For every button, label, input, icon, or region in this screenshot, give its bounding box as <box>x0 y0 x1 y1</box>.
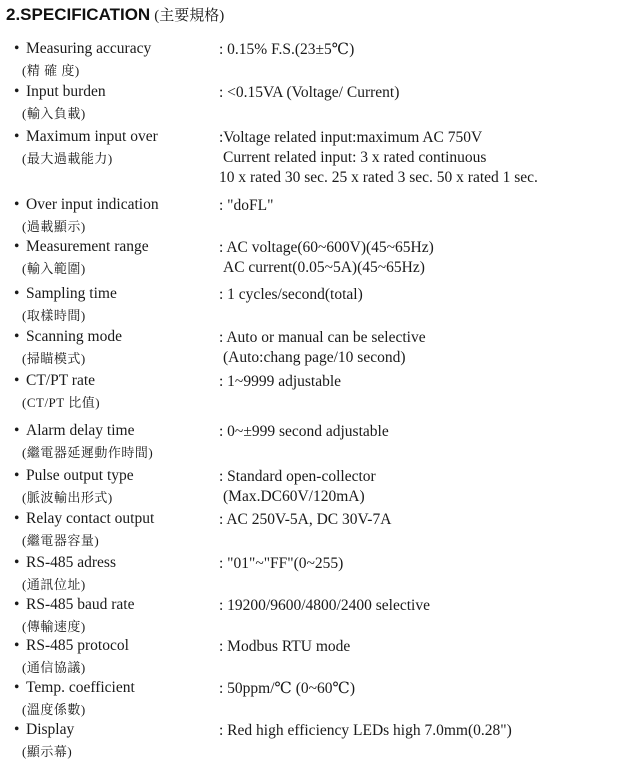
bullet-icon: • <box>14 721 20 738</box>
spec-value-line: :Voltage related input:maximum AC 750V <box>219 129 483 146</box>
spec-label-zh: (通訊位址) <box>22 577 86 592</box>
section-title-zh: (主要規格) <box>154 8 225 24</box>
spec-value-line: : <0.15VA (Voltage/ Current) <box>219 84 400 101</box>
spec-value <box>219 637 350 657</box>
spec-value-line: (Auto:chang page/10 second) <box>223 349 406 366</box>
spec-value-line: : 1 cycles/second(total) <box>219 286 363 303</box>
spec-label-zh: (過載顯示) <box>22 219 86 234</box>
spec-value-line: : 0.15% F.S.(23±5℃) <box>219 41 355 58</box>
spec-value-line: : Red high efficiency LEDs high 7.0mm(0.28") <box>219 722 512 739</box>
spec-value-line: AC current(0.05~5A)(45~65Hz) <box>223 259 425 276</box>
spec-label-en: RS-485 protocol <box>26 637 129 654</box>
spec-label-en: Over input indication <box>26 196 159 213</box>
spec-value-line: Current related input: 3 x rated continuous <box>223 149 487 166</box>
bullet-icon: • <box>14 40 20 57</box>
spec-label-en: Input burden <box>26 83 106 100</box>
bullet-icon: • <box>14 422 20 439</box>
spec-label <box>14 596 134 614</box>
spec-label-zh: (脈波輸出形式) <box>22 490 113 505</box>
spec-label-en: Display <box>26 721 75 738</box>
spec-label-en: RS-485 adress <box>26 554 116 571</box>
spec-label-en: Measurement range <box>26 238 149 255</box>
spec-value <box>219 40 354 60</box>
spec-label-en: Maximum input over <box>26 128 158 145</box>
spec-value <box>219 422 389 442</box>
spec-value <box>219 372 341 392</box>
spec-label-en: Sampling time <box>26 285 117 302</box>
spec-label-zh: (取樣時間) <box>22 308 86 323</box>
spec-label-en: RS-485 baud rate <box>26 596 135 613</box>
spec-label-zh: (溫度係數) <box>22 702 86 717</box>
spec-value-line: 10 x rated 30 sec. 25 x rated 3 sec. 50 x rated 1 sec. <box>219 169 538 186</box>
section-title-en: 2.SPECIFICATION <box>6 5 151 24</box>
spec-label <box>14 679 135 697</box>
spec-value <box>219 510 391 530</box>
spec-label <box>14 637 129 655</box>
spec-label <box>14 554 116 572</box>
section-heading <box>6 4 224 25</box>
spec-label-zh: (繼電器延遲動作時間) <box>22 445 154 460</box>
bullet-icon: • <box>14 128 20 145</box>
spec-label-zh: (CT/PT 比值) <box>22 395 101 410</box>
spec-value <box>219 554 343 574</box>
spec-value <box>219 328 426 368</box>
spec-label <box>14 128 158 146</box>
bullet-icon: • <box>14 637 20 654</box>
spec-label-en: Pulse output type <box>26 467 134 484</box>
bullet-icon: • <box>14 372 20 389</box>
bullet-icon: • <box>14 679 20 696</box>
spec-label-zh: (輸入範圍) <box>22 261 86 276</box>
spec-label-zh: (精 確 度) <box>22 63 80 78</box>
spec-value-line: : 19200/9600/4800/2400 selective <box>219 597 430 614</box>
spec-value-line: (Max.DC60V/120mA) <box>223 488 365 505</box>
spec-value <box>219 285 363 305</box>
spec-label <box>14 196 159 214</box>
spec-label <box>14 510 154 528</box>
spec-label-zh: (輸入負載) <box>22 106 86 121</box>
spec-label-en: Scanning mode <box>26 328 122 345</box>
spec-value <box>219 238 434 278</box>
spec-label-en: Alarm delay time <box>26 422 135 439</box>
spec-value-line: : AC 250V-5A, DC 30V-7A <box>219 511 392 528</box>
spec-value <box>219 467 376 507</box>
cut-off-next-row <box>0 762 635 769</box>
bullet-icon: • <box>14 328 20 345</box>
spec-label-en: CT/PT rate <box>26 372 96 389</box>
spec-label <box>14 721 74 739</box>
spec-value-line: : Standard open-collector <box>219 468 376 485</box>
spec-value-line: : 50ppm/℃ (0~60℃) <box>219 680 356 697</box>
spec-label <box>14 328 122 346</box>
spec-label-zh: (最大過載能力) <box>22 151 113 166</box>
bullet-icon: • <box>14 510 20 527</box>
bullet-icon: • <box>14 467 20 484</box>
spec-value <box>219 596 430 616</box>
spec-value-line: : "doFL" <box>219 197 274 214</box>
bullet-icon: • <box>14 238 20 255</box>
spec-label-zh: (顯示幕) <box>22 744 73 759</box>
spec-label-en: Relay contact output <box>26 510 155 527</box>
spec-label <box>14 83 106 101</box>
spec-label-zh: (傳輸速度) <box>22 619 86 634</box>
spec-value-line: : Modbus RTU mode <box>219 638 351 655</box>
bullet-icon: • <box>14 83 20 100</box>
spec-label-en: Measuring accuracy <box>26 40 152 57</box>
spec-label <box>14 467 134 485</box>
spec-label <box>14 40 151 58</box>
spec-label <box>14 372 95 390</box>
bullet-icon: • <box>14 196 20 213</box>
spec-label-zh: (繼電器容量) <box>22 533 100 548</box>
spec-label <box>14 285 117 303</box>
spec-value <box>219 196 273 216</box>
spec-value-line: : 1~9999 adjustable <box>219 373 342 390</box>
spec-value <box>219 679 355 699</box>
spec-label-zh: (掃瞄模式) <box>22 351 86 366</box>
spec-value-line: : AC voltage(60~600V)(45~65Hz) <box>219 239 434 256</box>
spec-value-line: : Auto or manual can be selective <box>219 329 426 346</box>
spec-value <box>219 721 512 741</box>
bullet-icon: • <box>14 554 20 571</box>
spec-value <box>219 83 399 103</box>
bullet-icon: • <box>14 596 20 613</box>
bullet-icon: • <box>14 285 20 302</box>
spec-value-line: : "01"~"FF"(0~255) <box>219 555 344 572</box>
spec-value-line: : 0~±999 second adjustable <box>219 423 389 440</box>
spec-label <box>14 422 134 440</box>
spec-label-en: Temp. coefficient <box>26 679 135 696</box>
spec-value <box>219 128 538 188</box>
spec-label-zh: (通信協議) <box>22 660 86 675</box>
spec-label <box>14 238 149 256</box>
